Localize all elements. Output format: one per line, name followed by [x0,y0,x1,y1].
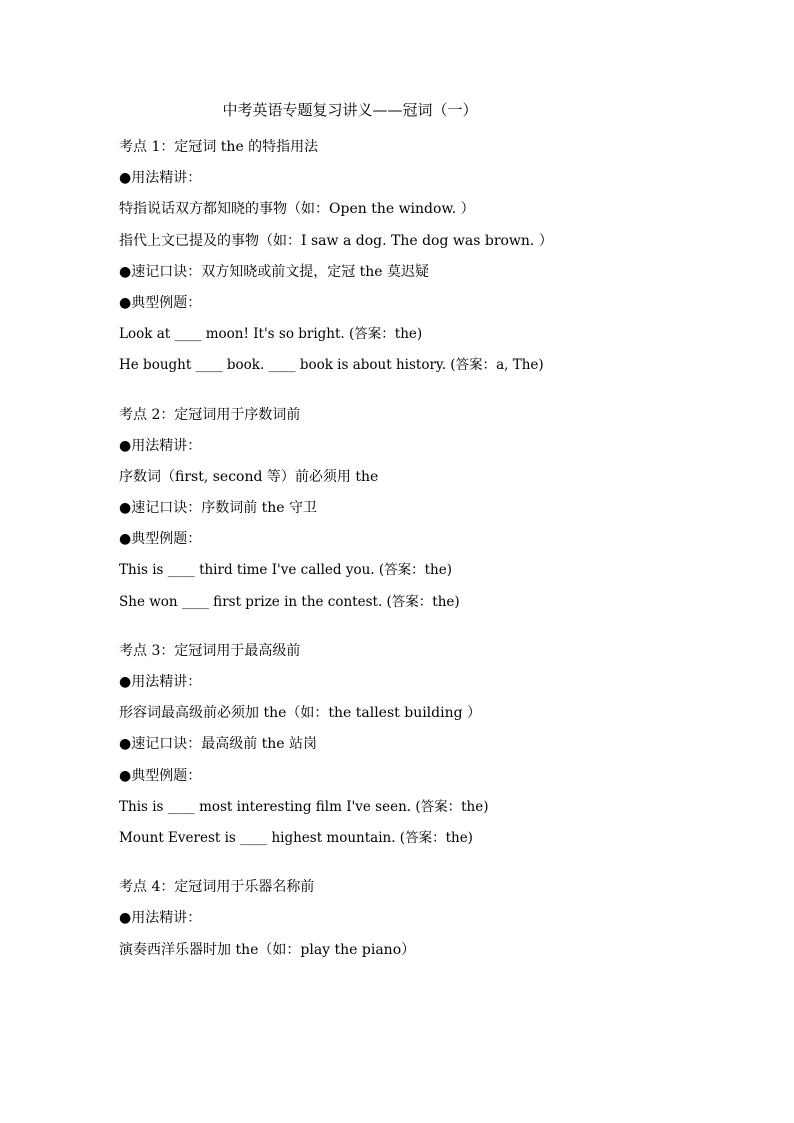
example-line: Look at ____ moon! It's so bright. (答案：the) [119,326,423,343]
section-4 [119,872,719,966]
usage-label: ●用法精讲： [119,910,202,927]
usage-line: 演奏西洋乐器时加 the（如：play the piano） [119,941,416,958]
usage-label: ●用法精讲： [119,437,202,454]
example-line: Mount Everest is ____ highest mountain. (答案：the) [119,829,473,846]
section-1 [119,132,719,382]
usage-line: 指代上文已提及的事物（如：I saw a dog. The dog was brown. ） [119,232,553,249]
mnemonic-line: ●速记口诀：双方知晓或前文提，定冠 the 莫迟疑 [119,263,430,280]
examples-label: ●典型例题： [119,531,202,548]
mnemonic-line: ●速记口诀：序数词前 the 守卫 [119,500,318,517]
section-heading: 考点 3：定冠词用于最高级前 [119,642,301,659]
mnemonic-line: ●速记口诀：最高级前 the 站岗 [119,736,318,753]
examples-label: ●典型例题： [119,294,202,311]
usage-line: 形容词最高级前必须加 the（如：the tallest building ） [119,705,482,722]
example-line: She won ____ first prize in the contest. (答案：the) [119,593,460,610]
usage-label: ●用法精讲： [119,170,202,187]
section-heading: 考点 2：定冠词用于序数词前 [119,406,301,423]
example-line: This is ____ third time I've called you. (答案：the) [119,562,453,579]
examples-label: ●典型例题： [119,767,202,784]
usage-line: 序数词（first, second 等）前必须用 the [119,468,379,485]
page-title: 中考英语专题复习讲义——冠词（一） [222,101,478,119]
example-line: He bought ____ book. ____ book is about history. (答案：a, The) [119,357,544,374]
usage-line: 特指说话双方都知晓的事物（如：Open the window. ） [119,201,475,218]
example-line: This is ____ most interesting film I've seen. (答案：the) [119,798,489,815]
section-2 [119,400,719,618]
usage-label: ●用法精讲： [119,674,202,690]
document-body [119,132,719,984]
section-heading: 考点 1：定冠词 the 的特指用法 [119,139,319,155]
section-3 [119,636,719,854]
section-heading: 考点 4：定冠词用于乐器名称前 [119,879,315,896]
